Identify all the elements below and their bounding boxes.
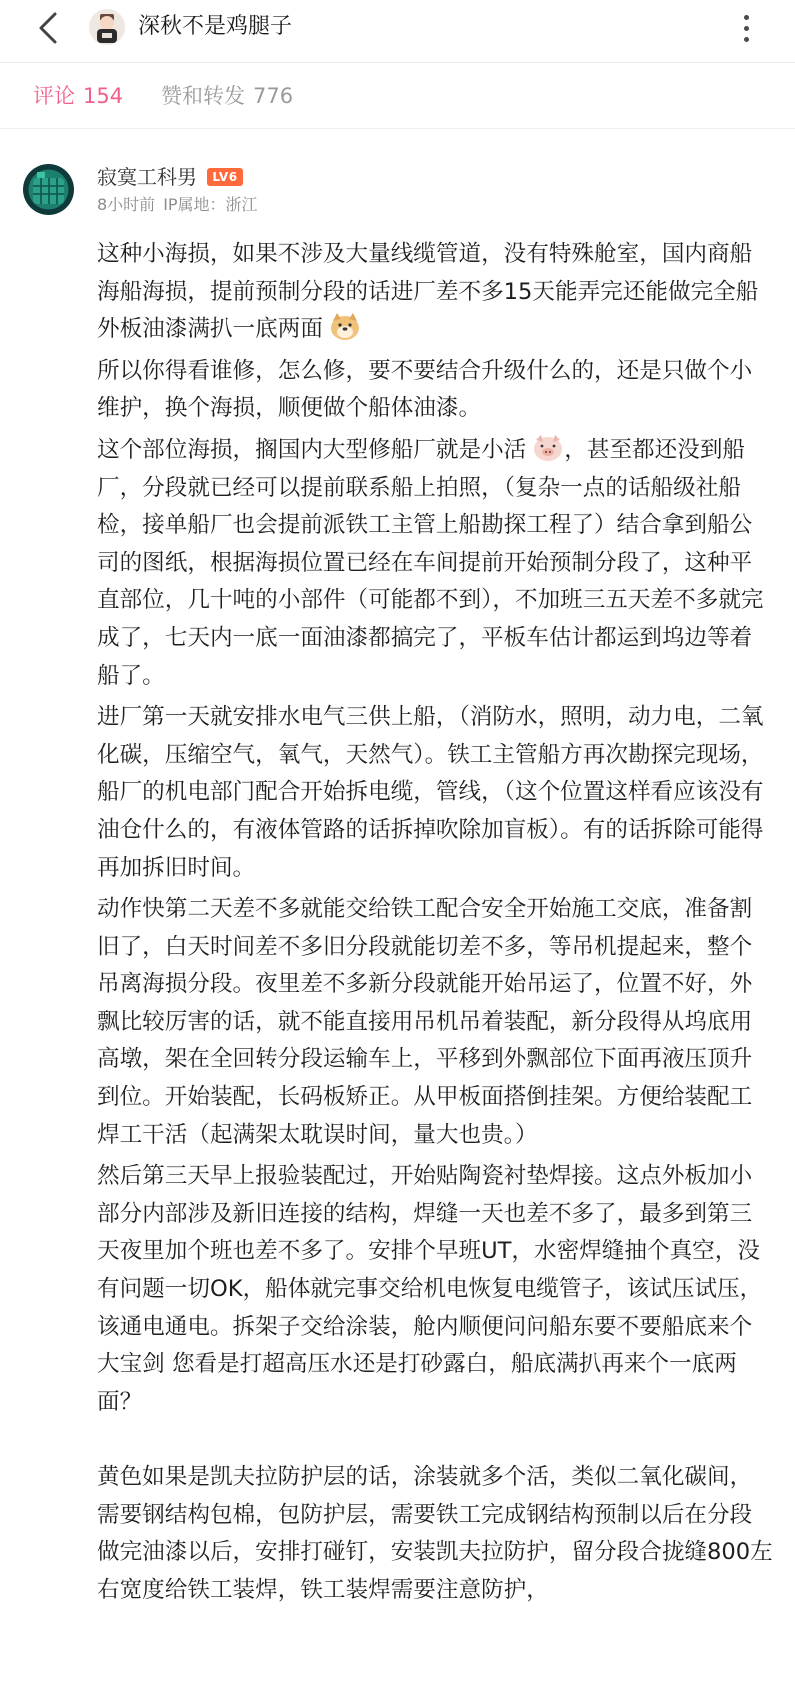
comment-paragraph: 所以你得看谁修，怎么修，要不要结合升级什么的，还是只做个小维护，换个海损，顺便做个船体油漆。: [97, 357, 753, 422]
commenter-name[interactable]: 寂寞工科男: [97, 165, 197, 189]
comment-paragraph: 这个部位海损，搁国内大型修船厂就是小活 ，甚至都还没到船厂，分段就已经可以提前联系船上拍照，（复杂一点的话船级社船检，接单船厂也会提前派铁工主管上船勘探工程了）结合拿到船公司的图纸，根据海损位置已经在车间提前开始预制分段了，这种平直部位，几十吨的小部件（可能都不到），不加班三五天差不多就完成了，七天内一底一面油漆都搞完了，平板车估计都运到坞边等着船了。: [97, 432, 773, 695]
avatar-image: [23, 164, 74, 215]
pig-emoji-icon: [532, 434, 564, 462]
tab-likes-count: 776: [253, 84, 294, 108]
chevron-left-icon: [36, 10, 60, 46]
tab-likes-label: 赞和转发: [161, 84, 245, 108]
doge-emoji-icon: [329, 313, 361, 341]
level-badge: LV6: [207, 168, 243, 186]
comment-paragraph: 这种小海损，如果不涉及大量线缆管道，没有特殊舱室，国内商船海船海损，提前预制分段的话进厂差不多15天能弄完还能做完全船外板油漆满扒一底两面: [97, 241, 759, 343]
more-vertical-icon: [744, 15, 749, 20]
comment-meta: [97, 193, 258, 217]
tab-comments-label: 评论: [33, 84, 75, 108]
comment-paragraph: 然后第三天早上报验装配过，开始贴陶瓷衬垫焊接。这点外板加小部分内部涉及新旧连接的结构，焊缝一天也差不多了，最多到第三天夜里加个班也差不多了。安排个早班UT，水密焊缝抽个真空，没有问题一切OK，船体就完事交给机电恢复电缆管子，该试压试压，该通电通电。拆架子交给涂装，舱内顺便问问船东要不要船底来个大宝剑 您看是打超高压水还是打砂露白，船底满扒再来个一底两面？: [97, 1163, 763, 1415]
tab-comments[interactable]: [33, 81, 123, 111]
comment-body: [97, 236, 773, 1609]
comment-time: 8小时前: [97, 195, 156, 214]
comment-paragraph: 动作快第二天差不多就能交给铁工配合安全开始施工交底，准备割旧了，白天时间差不多旧分段就能切差不多，等吊机提起来，整个吊离海损分段。夜里差不多新分段就能开始吊运了，位置不好，外飘比较厉害的话，就不能直接用吊机吊着装配，新分段得从坞底用高墩，架在全回转分段运输车上，平移到外飘部位下面再液压顶升到位。开始装配，长码板矫正。从甲板面搭倒挂架。方便给装配工焊工干活（起满架太耽误时间，量大也贵。）: [97, 896, 753, 1148]
header-avatar[interactable]: [89, 9, 125, 45]
comment-paragraph: 黄色如果是凯夫拉防护层的话，涂装就多个活，类似二氧化碳间，需要钢结构包棉，包防护层，需要铁工完成钢结构预制以后在分段做完油漆以后，安排打碰钉，安装凯夫拉防护，留分段合拢缝800左右宽度给铁工装焊，铁工装焊需要注意防护，: [97, 1464, 773, 1603]
comment-ip: IP属地：浙江: [163, 195, 258, 214]
tab-comments-count: 154: [83, 84, 124, 108]
tabs-divider: [0, 128, 795, 129]
commenter-info: [97, 163, 243, 191]
commenter-avatar[interactable]: [23, 164, 74, 215]
more-button[interactable]: [731, 8, 761, 48]
paragraph-spacer: [97, 1421, 773, 1459]
tab-bar: [0, 63, 795, 129]
back-button[interactable]: [30, 10, 66, 46]
page-title: 深秋不是鸡腿子: [138, 14, 293, 39]
top-bar: [0, 0, 795, 56]
avatar-image: [89, 9, 125, 45]
comment-paragraph: 进厂第一天就安排水电气三供上船，（消防水，照明，动力电，二氧化碳，压缩空气，氧气，天然气）。铁工主管船方再次勘探完现场，船厂的机电部门配合开始拆电缆，管线，（这个位置这样看应该没有油仓什么的，有液体管路的话拆掉吹除加盲板）。有的话拆除可能得再加拆旧时间。: [97, 704, 764, 881]
tab-likes-reposts[interactable]: [161, 81, 293, 111]
